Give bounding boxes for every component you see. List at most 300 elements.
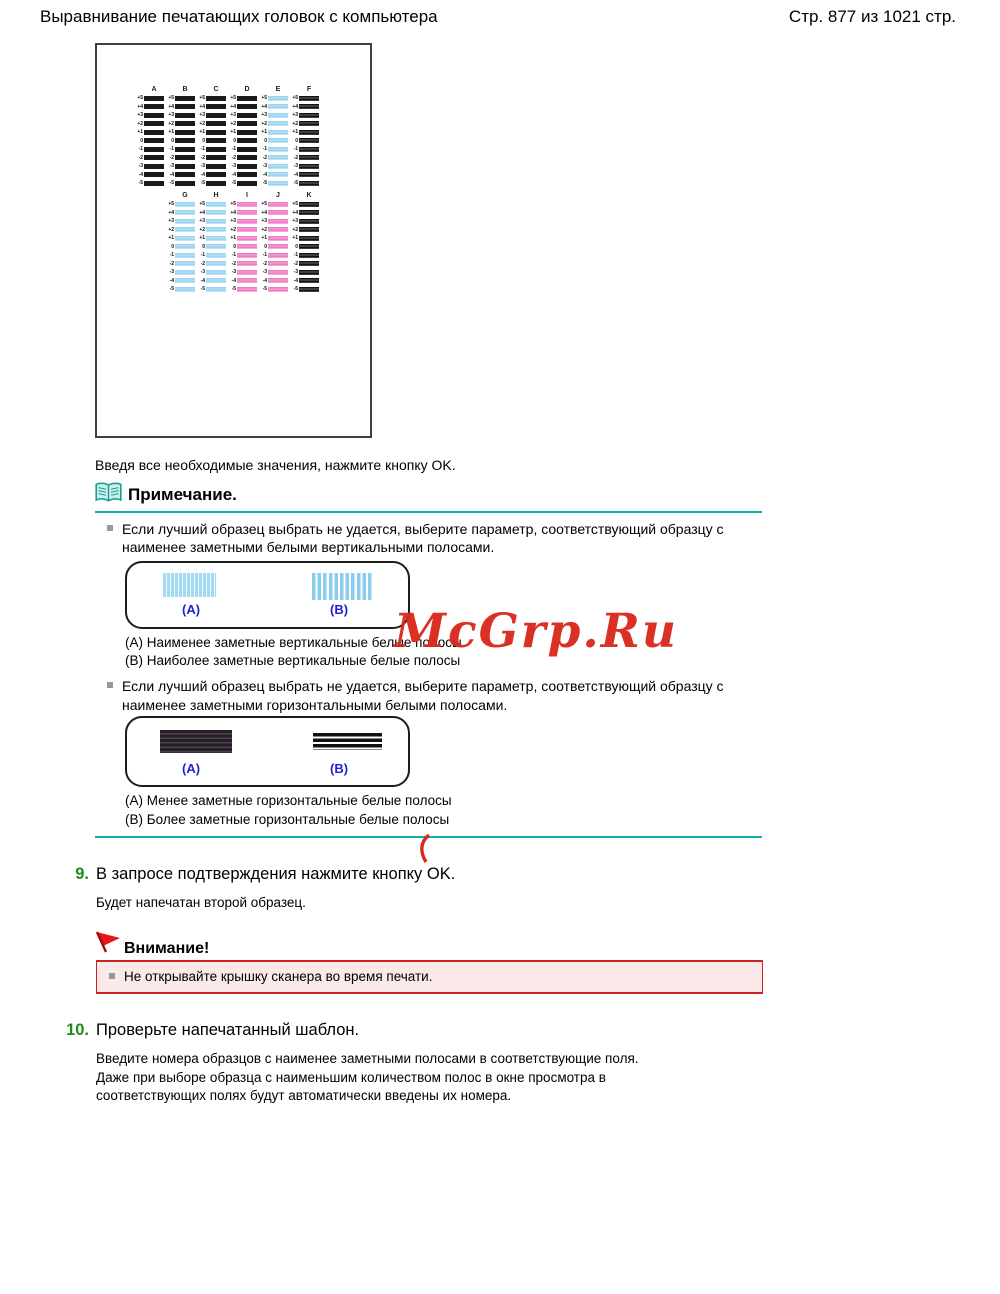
pattern-row <box>164 268 319 277</box>
pattern-column-letters <box>164 191 319 200</box>
pattern-cell <box>288 200 319 209</box>
pattern-cell <box>133 94 164 103</box>
pattern-row-label: -3 <box>169 269 175 275</box>
pattern-bar <box>268 202 288 207</box>
pattern-cell <box>164 179 195 188</box>
pattern-bar <box>175 261 195 266</box>
pattern-cell <box>226 162 257 171</box>
pattern-cell <box>226 171 257 180</box>
pattern-cell <box>288 103 319 112</box>
pattern-cell <box>164 260 195 269</box>
pattern-bar <box>175 96 195 101</box>
pattern-row-label: +2 <box>168 227 175 233</box>
pattern-row-label: -4 <box>262 278 268 284</box>
pattern-column-letter: J <box>276 192 280 199</box>
page-number: Стр. 877 из 1021 стр. <box>788 7 956 26</box>
pattern-bar <box>175 147 195 152</box>
pattern-cell <box>226 154 257 163</box>
pattern-bar <box>144 104 164 109</box>
pattern-bar <box>268 96 288 101</box>
pattern-bar <box>175 202 195 207</box>
pattern-row-label: -3 <box>262 269 268 275</box>
warning-title: Внимание! <box>124 939 210 957</box>
pattern-column-letter: D <box>244 86 250 93</box>
pattern-row-label: -2 <box>200 261 206 267</box>
pattern-row-label: +4 <box>230 210 237 216</box>
pattern-cell <box>288 162 319 171</box>
pattern-bar <box>175 278 195 283</box>
pattern-cell <box>288 209 319 218</box>
pattern-row-label: +4 <box>261 104 268 110</box>
watermark: McGrp.Ru <box>394 604 679 659</box>
pattern-row-label: -5 <box>262 286 268 292</box>
pattern-row-label: -4 <box>293 172 299 178</box>
pattern-cell <box>195 162 226 171</box>
pattern-cell <box>257 145 288 154</box>
pattern-cell <box>164 243 195 252</box>
pattern-cell <box>195 120 226 129</box>
pattern-cell <box>226 243 257 252</box>
pattern-row-label: +1 <box>292 129 299 135</box>
pattern-bar <box>268 121 288 126</box>
vertical-stripes-sample-b <box>312 573 372 600</box>
pattern-bar <box>206 261 226 266</box>
pattern-row <box>164 209 319 218</box>
pattern-row-label: -4 <box>231 172 237 178</box>
figure-label-a: (A) <box>182 761 201 777</box>
pattern-row <box>133 120 319 129</box>
pattern-bar <box>237 96 257 101</box>
note-section <box>95 482 762 838</box>
pattern-cell <box>195 103 226 112</box>
pattern-row <box>133 137 319 146</box>
pattern-bar <box>299 121 319 126</box>
pattern-cell <box>257 103 288 112</box>
pattern-bar <box>206 138 226 143</box>
figure-label-a: (A) <box>182 601 201 617</box>
pattern-cell <box>133 179 164 188</box>
pattern-bar <box>206 244 226 249</box>
pattern-bar <box>175 236 195 241</box>
pattern-cell <box>164 251 195 260</box>
pattern-cell <box>226 103 257 112</box>
pattern-bar <box>206 236 226 241</box>
pattern-cell <box>288 234 319 243</box>
pattern-cell <box>226 209 257 218</box>
pattern-row <box>133 128 319 137</box>
pattern-row <box>164 226 319 235</box>
pattern-cell <box>164 209 195 218</box>
pattern-row-label: +1 <box>168 235 175 241</box>
pattern-cell <box>195 154 226 163</box>
pattern-bar <box>206 113 226 118</box>
pattern-row-label: +1 <box>199 129 206 135</box>
pattern-cell <box>164 268 195 277</box>
pattern-row-label: +5 <box>199 95 206 101</box>
pattern-row-label: +2 <box>199 227 206 233</box>
pattern-bar <box>299 287 319 292</box>
pattern-bar <box>175 130 195 135</box>
pattern-row-label: 0 <box>264 244 268 250</box>
pattern-bar <box>144 181 164 186</box>
pattern-cell <box>257 171 288 180</box>
pattern-bar <box>206 96 226 101</box>
step-9-body: Будет напечатан второй образец. <box>96 894 306 910</box>
pattern-row-label: -3 <box>293 163 299 169</box>
pattern-bar <box>299 236 319 241</box>
pattern-cell <box>164 234 195 243</box>
pattern-row <box>164 277 319 286</box>
pattern-row <box>164 243 319 252</box>
pattern-row-label: +3 <box>292 218 299 224</box>
pattern-bar <box>299 261 319 266</box>
pattern-cell <box>164 171 195 180</box>
pattern-cell <box>164 154 195 163</box>
pattern-row-label: -5 <box>262 180 268 186</box>
step-10-header <box>59 1021 1000 1040</box>
page-title: Выравнивание печатающих головок с компьютера <box>40 7 438 26</box>
pattern-bar <box>299 96 319 101</box>
pattern-cell <box>288 120 319 129</box>
pattern-row-label: +3 <box>168 218 175 224</box>
pattern-block-1 <box>133 85 319 188</box>
pattern-cell <box>195 268 226 277</box>
pattern-cell <box>133 120 164 129</box>
pattern-rows <box>164 200 319 294</box>
pattern-cell <box>226 94 257 103</box>
pattern-bar <box>144 147 164 152</box>
pattern-bar <box>268 113 288 118</box>
pattern-row-label: 0 <box>140 138 144 144</box>
pattern-bar <box>237 219 257 224</box>
pattern-bar <box>237 261 257 266</box>
pattern-column-letter: I <box>246 192 248 199</box>
pattern-cell <box>226 128 257 137</box>
pattern-cell <box>195 128 226 137</box>
pattern-cell <box>257 94 288 103</box>
pattern-cell <box>195 217 226 226</box>
pattern-row-label: -3 <box>200 163 206 169</box>
pattern-cell <box>226 145 257 154</box>
pattern-cell <box>257 217 288 226</box>
pattern-row-label: -5 <box>138 180 144 186</box>
pattern-row-label: +1 <box>230 129 237 135</box>
pattern-row-label: +4 <box>137 104 144 110</box>
pattern-column-letter: C <box>213 86 219 93</box>
pattern-row-label: +2 <box>292 227 299 233</box>
pattern-row-label: -2 <box>293 261 299 267</box>
pattern-bar <box>268 287 288 292</box>
pattern-row-label: +4 <box>292 210 299 216</box>
pattern-row-label: +3 <box>199 218 206 224</box>
pattern-bar <box>175 121 195 126</box>
pattern-row-label: +1 <box>137 129 144 135</box>
pattern-cell <box>288 94 319 103</box>
pattern-bar <box>268 104 288 109</box>
pattern-cell <box>195 145 226 154</box>
pattern-row-label: -4 <box>293 278 299 284</box>
pattern-cell <box>164 277 195 286</box>
pattern-row-label: -1 <box>293 146 299 152</box>
pattern-cell <box>257 243 288 252</box>
pattern-row-label: -5 <box>169 286 175 292</box>
pattern-cell <box>164 111 195 120</box>
step-10 <box>59 1021 1000 1107</box>
pattern-row-label: 0 <box>171 244 175 250</box>
pattern-row-label: -5 <box>293 286 299 292</box>
caption-line: (B) Более заметные горизонтальные белые полосы <box>125 811 450 827</box>
pattern-bar <box>206 164 226 169</box>
pattern-cell <box>195 171 226 180</box>
pattern-row-label: +2 <box>261 121 268 127</box>
pattern-row-label: 0 <box>264 138 268 144</box>
pattern-bar <box>206 147 226 152</box>
pattern-cell <box>164 217 195 226</box>
pattern-bar <box>268 210 288 215</box>
pattern-bar <box>268 219 288 224</box>
pattern-row-label: -4 <box>262 172 268 178</box>
pattern-bar <box>206 227 226 232</box>
pattern-bar <box>144 138 164 143</box>
intro-text: Введя все необходимые значения, нажмите кнопку OK. <box>95 457 456 473</box>
pattern-row <box>164 217 319 226</box>
pattern-block-2 <box>164 191 319 294</box>
pattern-row-label: -1 <box>200 252 206 258</box>
pattern-bar <box>175 155 195 160</box>
pattern-bar <box>144 130 164 135</box>
step-body-line: Введите номера образцов с наименее заметными полосами в соответствующие поля. <box>96 1050 639 1066</box>
pattern-cell <box>164 128 195 137</box>
pattern-row-label: +4 <box>261 210 268 216</box>
pattern-row-label: -3 <box>138 163 144 169</box>
pattern-bar <box>237 113 257 118</box>
pattern-bar <box>206 278 226 283</box>
pattern-cell <box>195 137 226 146</box>
pattern-bar <box>206 287 226 292</box>
pattern-bar <box>206 181 226 186</box>
pattern-bar <box>268 147 288 152</box>
pattern-row-label: -5 <box>231 286 237 292</box>
pattern-bar <box>237 202 257 207</box>
pattern-cell <box>164 285 195 294</box>
pattern-cell <box>257 285 288 294</box>
pattern-bar <box>206 270 226 275</box>
figure-horizontal-stripes <box>125 716 410 787</box>
pattern-bar <box>175 227 195 232</box>
pattern-cell <box>226 137 257 146</box>
pattern-row-label: +4 <box>199 210 206 216</box>
pattern-bar <box>299 219 319 224</box>
pattern-row-label: -1 <box>231 146 237 152</box>
pattern-row-label: -1 <box>200 146 206 152</box>
pattern-bar <box>175 219 195 224</box>
pattern-bar <box>206 219 226 224</box>
pattern-cell <box>195 94 226 103</box>
pattern-cell <box>257 162 288 171</box>
pattern-row-label: -5 <box>169 180 175 186</box>
pattern-bar <box>237 181 257 186</box>
pattern-cell <box>288 171 319 180</box>
pattern-bar <box>268 155 288 160</box>
pattern-cell <box>288 111 319 120</box>
pattern-bar <box>299 164 319 169</box>
pattern-cell <box>226 234 257 243</box>
pattern-cell <box>164 226 195 235</box>
pattern-row <box>133 154 319 163</box>
pattern-bar <box>237 287 257 292</box>
pattern-bar <box>299 253 319 258</box>
pattern-column-letter: F <box>306 86 312 93</box>
pattern-row-label: +2 <box>168 121 175 127</box>
step-9 <box>59 865 1000 994</box>
pattern-bar <box>268 138 288 143</box>
pattern-cell <box>257 179 288 188</box>
pattern-row-label: +2 <box>230 121 237 127</box>
note-header <box>95 482 762 508</box>
pattern-cell <box>164 120 195 129</box>
pattern-cell <box>257 128 288 137</box>
pattern-row-label: +2 <box>230 227 237 233</box>
pattern-bar <box>175 244 195 249</box>
pattern-bar <box>299 172 319 177</box>
pattern-bar <box>175 181 195 186</box>
warning-text: Не открывайте крышку сканера во время печати. <box>124 968 433 984</box>
pattern-bar <box>237 172 257 177</box>
pattern-row-label: +5 <box>261 201 268 207</box>
pattern-row-label: +5 <box>199 201 206 207</box>
horizontal-stripes-sample-a <box>160 730 232 753</box>
vertical-stripes-sample-a <box>163 573 216 597</box>
pattern-bar <box>206 155 226 160</box>
figure-label-b: (B) <box>330 601 349 617</box>
pattern-bar <box>206 172 226 177</box>
pattern-row-label: +5 <box>292 201 299 207</box>
pattern-bar <box>237 278 257 283</box>
pattern-row-label: +1 <box>230 235 237 241</box>
pattern-row <box>133 171 319 180</box>
pattern-bar <box>268 253 288 258</box>
pattern-cell <box>288 145 319 154</box>
pattern-row-label: +3 <box>168 112 175 118</box>
pattern-bar <box>144 121 164 126</box>
pattern-row-label: +2 <box>261 227 268 233</box>
pattern-row-label: +3 <box>261 112 268 118</box>
pattern-cell <box>164 145 195 154</box>
pattern-row-label: -5 <box>200 286 206 292</box>
pattern-cell <box>226 120 257 129</box>
pattern-row-label: +4 <box>292 104 299 110</box>
pattern-row-label: -4 <box>169 172 175 178</box>
pattern-bar <box>175 138 195 143</box>
pattern-cell <box>288 154 319 163</box>
step-10-body <box>96 1050 1000 1107</box>
horizontal-stripes-sample-b <box>313 733 382 750</box>
pattern-cell <box>257 209 288 218</box>
pattern-bar <box>268 227 288 232</box>
pattern-bar <box>206 104 226 109</box>
pattern-row-label: +5 <box>168 201 175 207</box>
note-item-text: Если лучший образец выбрать не удается, выберите параметр, соответствующий образцу с наименее заметными горизонтальными белыми полосами. <box>122 678 724 713</box>
pattern-bar <box>175 287 195 292</box>
pattern-cell <box>288 243 319 252</box>
pattern-cell <box>288 251 319 260</box>
pattern-row-label: -2 <box>262 155 268 161</box>
pattern-cell <box>257 251 288 260</box>
pattern-bar <box>237 138 257 143</box>
pattern-row <box>164 285 319 294</box>
pattern-bar <box>144 164 164 169</box>
note-divider-top <box>95 511 762 513</box>
caption-line: (A) Менее заметные горизонтальные белые полосы <box>125 793 452 809</box>
pattern-bar <box>206 121 226 126</box>
pattern-cell <box>257 277 288 286</box>
pattern-cell <box>288 268 319 277</box>
pattern-column-letter: E <box>275 86 281 93</box>
pattern-column-letter: B <box>182 86 188 93</box>
pattern-cell <box>226 285 257 294</box>
pattern-bar <box>175 164 195 169</box>
step-9-header <box>59 865 1000 884</box>
pattern-bar <box>237 270 257 275</box>
pattern-row-label: -3 <box>262 163 268 169</box>
pattern-bar <box>268 130 288 135</box>
warning-box <box>96 960 763 994</box>
pattern-bar <box>175 113 195 118</box>
pattern-row-label: +1 <box>261 129 268 135</box>
pattern-bar <box>144 96 164 101</box>
pattern-row-label: -4 <box>138 172 144 178</box>
pattern-cell <box>288 285 319 294</box>
pattern-bar <box>144 113 164 118</box>
pattern-row-label: 0 <box>202 138 206 144</box>
pattern-bar <box>268 278 288 283</box>
watermark-artifact <box>417 834 432 868</box>
pattern-bar <box>299 270 319 275</box>
pattern-cell <box>164 103 195 112</box>
pattern-bar <box>268 164 288 169</box>
pattern-row <box>133 94 319 103</box>
pattern-row-label: -1 <box>169 146 175 152</box>
warning-header <box>96 930 763 958</box>
pattern-column-letters <box>133 85 319 94</box>
pattern-bar <box>144 172 164 177</box>
pattern-bar <box>175 104 195 109</box>
pattern-row-label: -3 <box>169 163 175 169</box>
pattern-bar <box>299 138 319 143</box>
page-header <box>0 0 1000 27</box>
pattern-row-label: +4 <box>168 104 175 110</box>
caption-line: (A) Наименее заметные вертикальные белые полосы <box>125 634 462 650</box>
pattern-row-label: -2 <box>138 155 144 161</box>
pattern-row-label: +3 <box>230 112 237 118</box>
pattern-bar <box>206 253 226 258</box>
pattern-bar <box>237 121 257 126</box>
pattern-row <box>133 162 319 171</box>
pattern-row-label: +5 <box>230 95 237 101</box>
pattern-row-label: +4 <box>168 210 175 216</box>
pattern-bar <box>237 236 257 241</box>
figure-vertical-stripes <box>125 561 410 629</box>
pattern-row-label: -4 <box>231 278 237 284</box>
pattern-cell <box>164 200 195 209</box>
pattern-cell <box>226 217 257 226</box>
pattern-row-label: +3 <box>137 112 144 118</box>
pattern-bar <box>299 210 319 215</box>
step-body-line: Даже при выборе образца с наименьшим количеством полос в окне просмотра в соответствующих полях будут автоматически введены их номера. <box>96 1069 606 1104</box>
pattern-cell <box>195 285 226 294</box>
warning-section <box>96 930 763 994</box>
pattern-row-label: 0 <box>233 244 237 250</box>
